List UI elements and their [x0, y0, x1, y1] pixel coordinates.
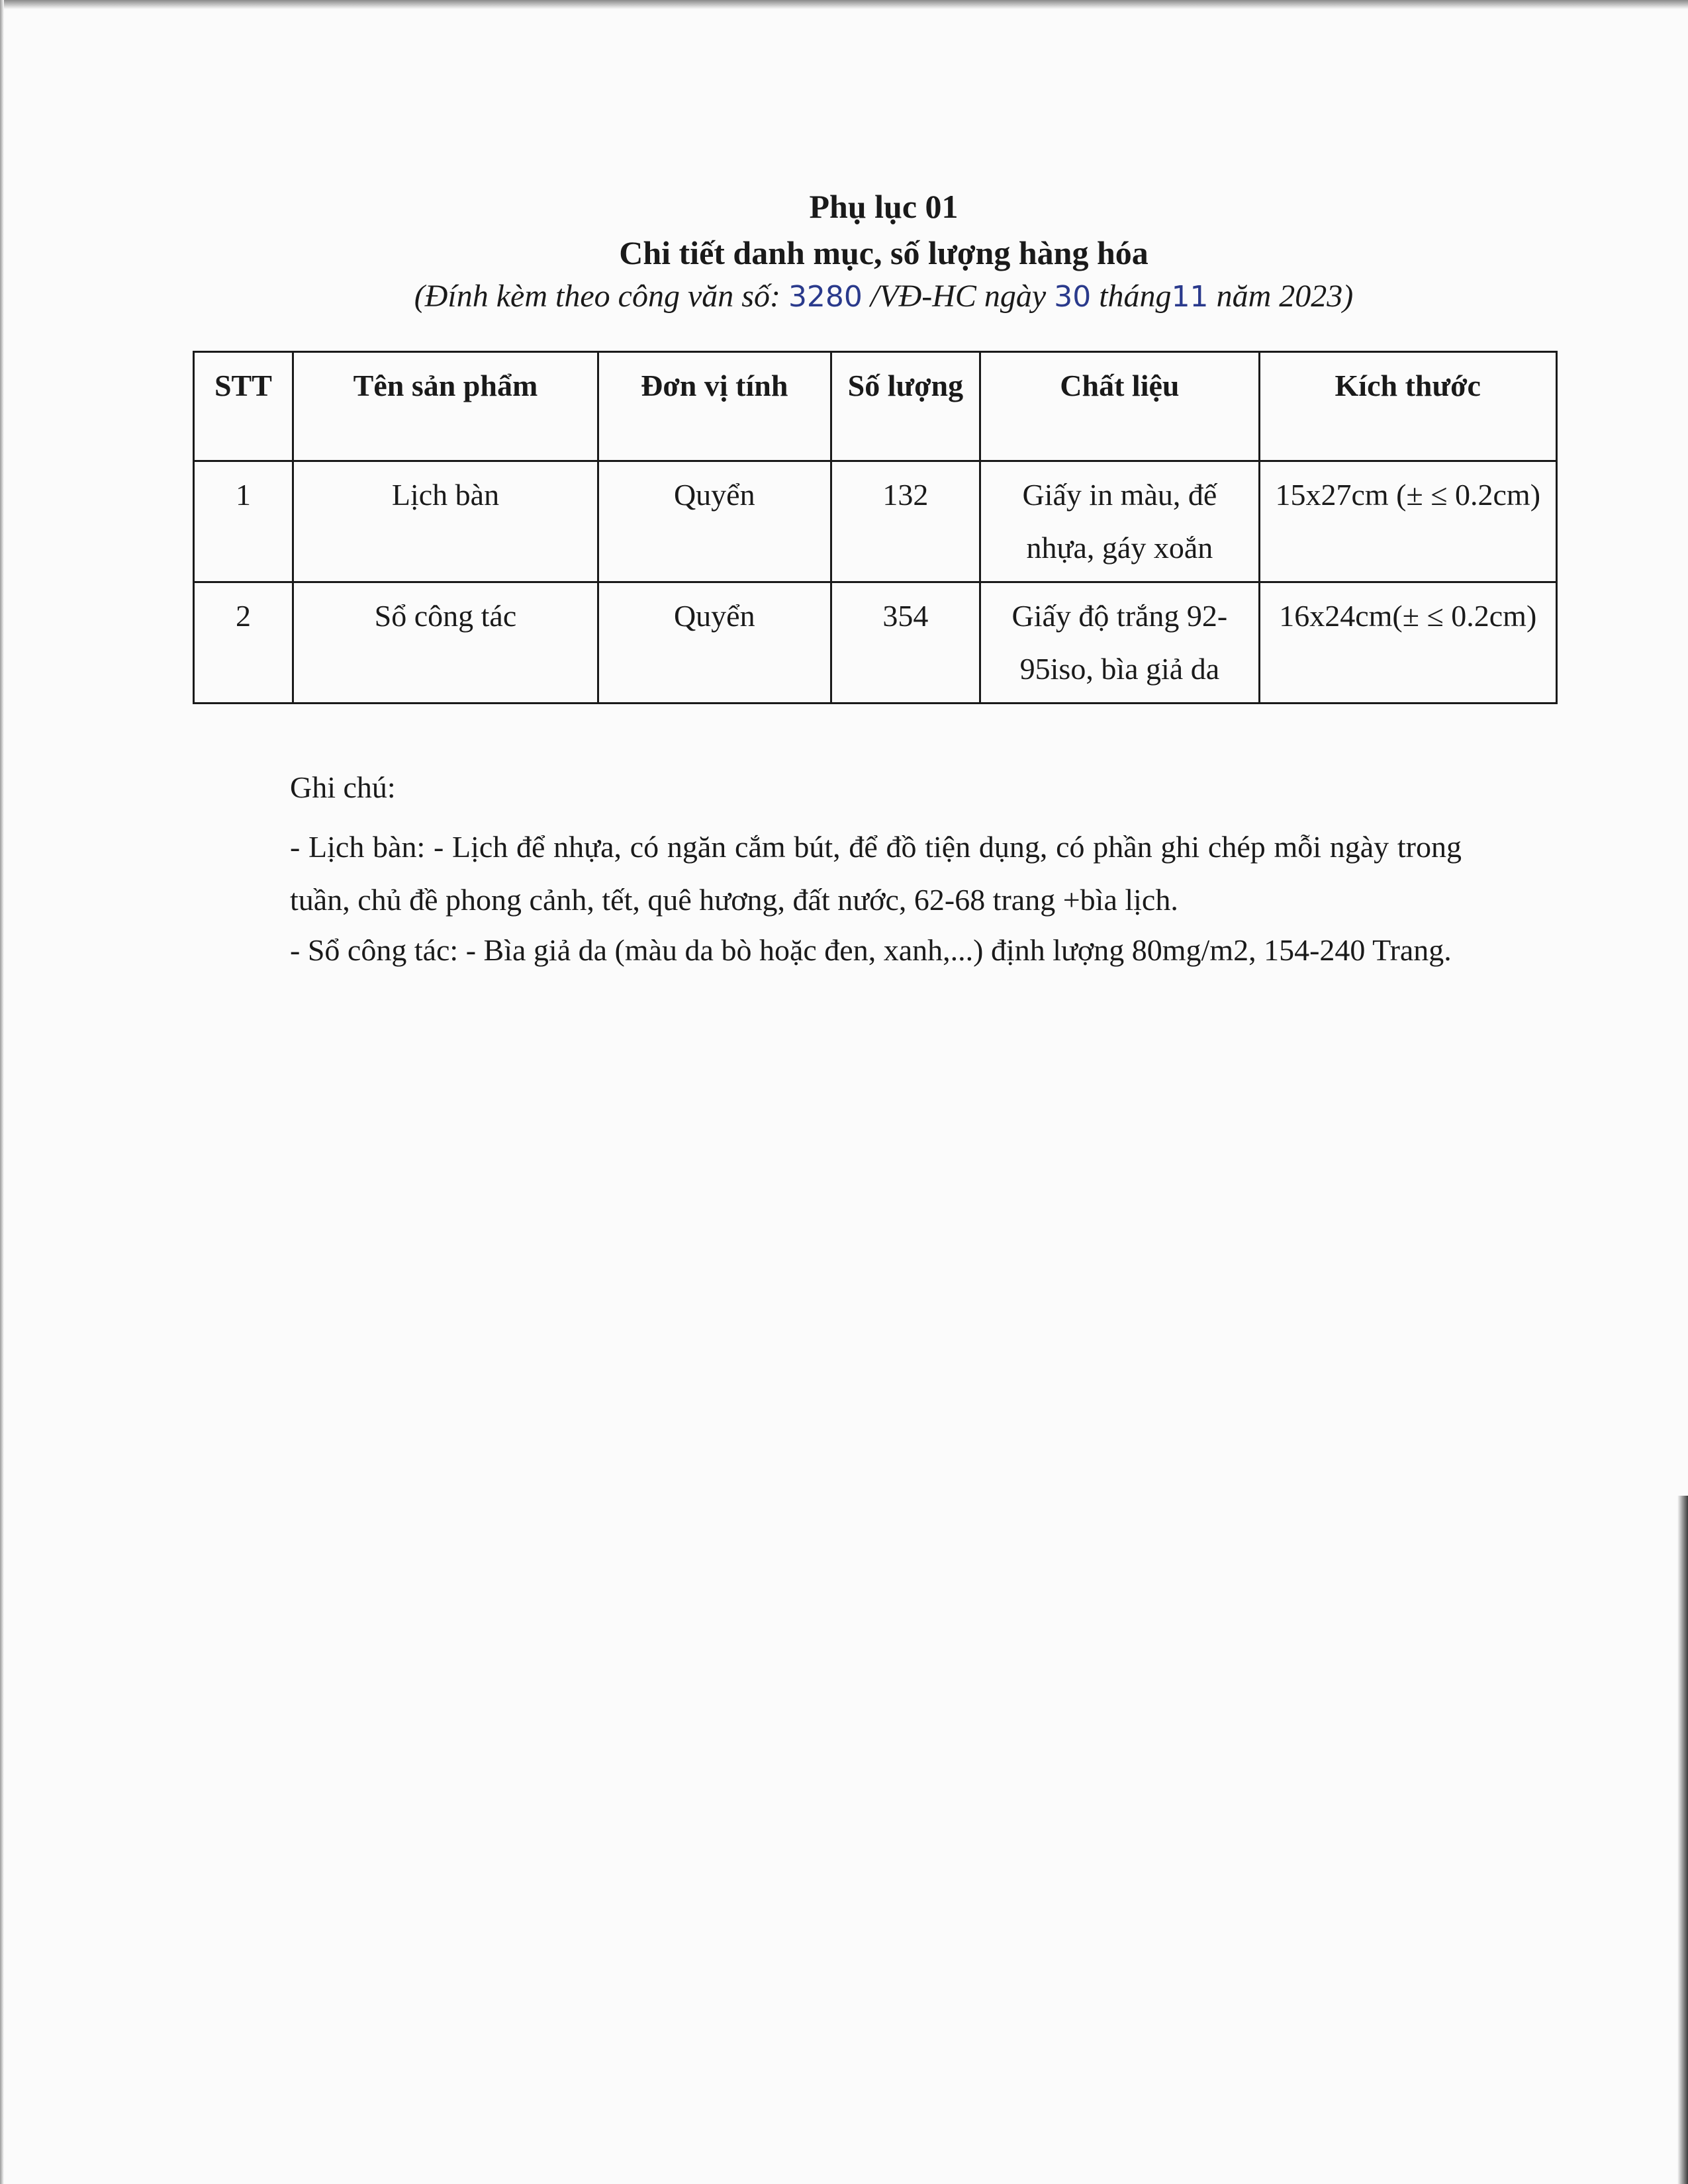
cell-unit: Quyển	[598, 582, 831, 704]
scan-edge-top	[0, 0, 1688, 9]
cell-unit: Quyển	[598, 461, 831, 582]
notes-label: Ghi chú:	[290, 770, 396, 804]
note-item-desk-calendar: - Lịch bàn: - Lịch để nhựa, có ngăn cắm bút, để đồ tiện dụng, có phần ghi chép mỗi ngày trong tuần, chủ đề phong cảnh, tết, quê hương, đất nước, 62-68 trang +bìa lịch.	[290, 830, 1462, 917]
cell-quantity: 354	[831, 582, 980, 704]
table-header-row	[194, 352, 1557, 461]
col-header-quantity: Số lượng	[831, 352, 980, 461]
cell-product-name: Sổ công tác	[293, 582, 598, 704]
appendix-subtitle: Chi tiết danh mục, số lượng hàng hóa	[619, 234, 1149, 271]
col-header-stt: STT	[194, 352, 293, 461]
reference-line	[0, 277, 1688, 317]
handwritten-month: 11	[1171, 280, 1209, 314]
cell-size: 15x27cm (± ≤ 0.2cm)	[1259, 461, 1556, 582]
note-item-notebook: - Sổ công tác: - Bìa giả da (màu da bò hoặc đen, xanh,...) định lượng 80mg/m2, 154-240 Trang.	[290, 933, 1452, 967]
month-label: tháng	[1099, 279, 1172, 314]
handwritten-day: 30	[1054, 280, 1092, 314]
table-row	[194, 461, 1557, 582]
reference-prefix: (Đính kèm theo công văn số:	[414, 279, 780, 314]
appendix-title: Phụ lục 01	[809, 188, 959, 225]
table-row	[194, 582, 1557, 704]
cell-quantity: 132	[831, 461, 980, 582]
cell-stt: 2	[194, 582, 293, 704]
reference-year: năm 2023)	[1216, 279, 1354, 314]
scan-edge-right	[1677, 1496, 1688, 2184]
col-header-size: Kích thước	[1259, 352, 1556, 461]
col-header-product-name: Tên sản phẩm	[293, 352, 598, 461]
handwritten-document-number: 3280	[788, 280, 863, 314]
notes-section	[290, 761, 1462, 970]
cell-material: Giấy độ trắng 92-95iso, bìa giả da	[980, 582, 1259, 704]
reference-code: /VĐ-HC ngày	[870, 279, 1047, 314]
cell-material: Giấy in màu, đế nhựa, gáy xoắn	[980, 461, 1259, 582]
goods-table	[193, 351, 1558, 704]
cell-stt: 1	[194, 461, 293, 582]
scan-edge-left	[0, 0, 4, 2184]
cell-size: 16x24cm(± ≤ 0.2cm)	[1259, 582, 1556, 704]
cell-product-name: Lịch bàn	[293, 461, 598, 582]
col-header-material: Chất liệu	[980, 352, 1259, 461]
col-header-unit: Đơn vị tính	[598, 352, 831, 461]
